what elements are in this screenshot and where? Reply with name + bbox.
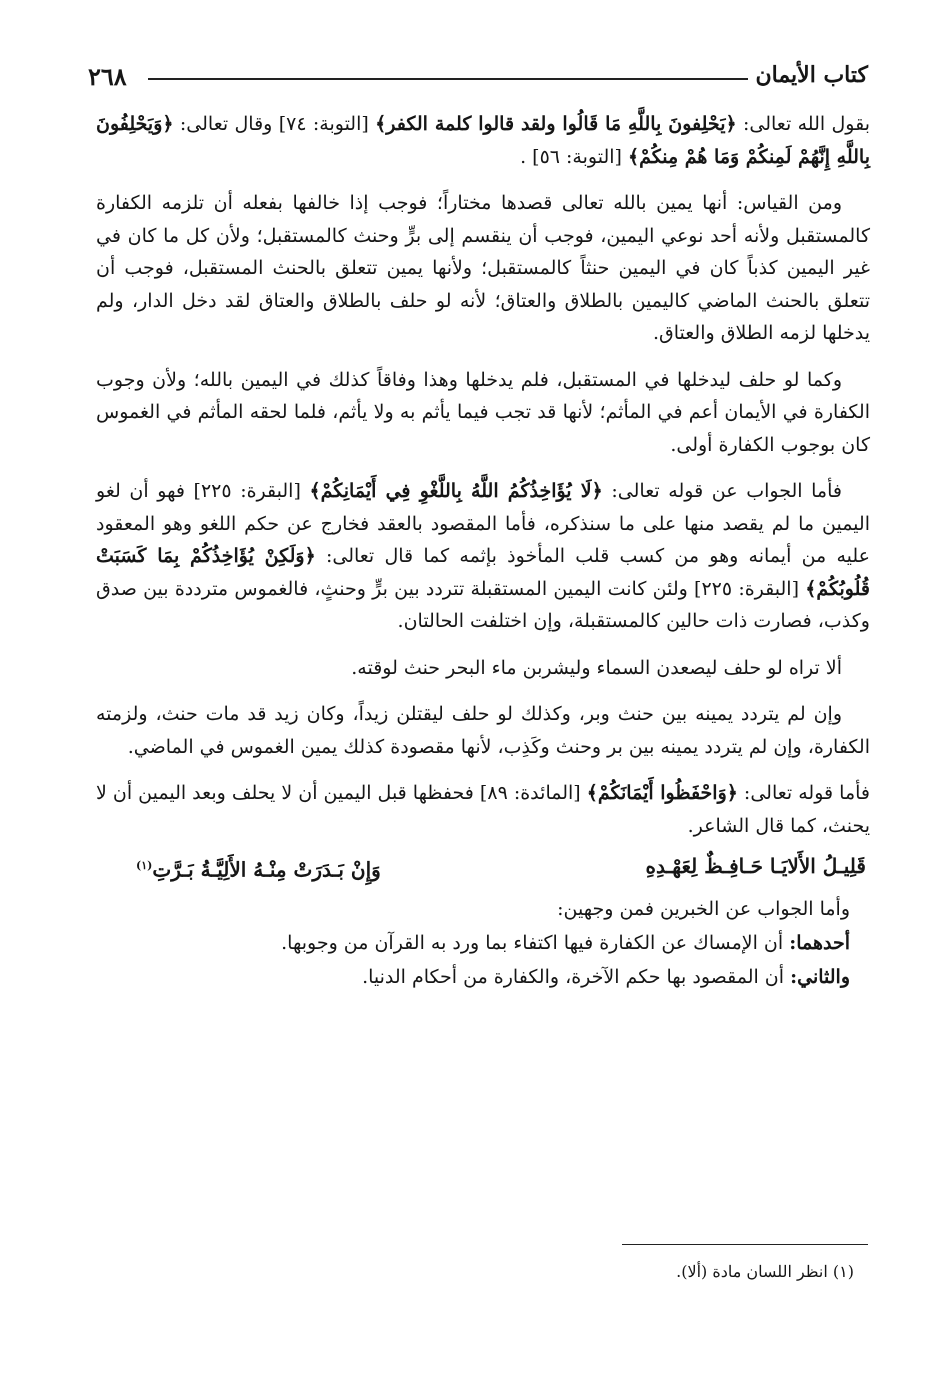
quran-quote: ﴿يَحْلِفونَ بِاللَّهِ مَا قَالُوا ولقد قالوا كلمة الكفر﴾ [375, 113, 737, 135]
book-title: كتاب الأيمان [755, 62, 868, 88]
answer-first-text: أن الإمساك عن الكفارة فيها اكتفاء بما ورد به القرآن من وجوبها. [281, 931, 790, 954]
page-body [96, 108, 870, 994]
answer-second [96, 960, 850, 994]
paragraph-7 [96, 777, 870, 842]
paragraph-1 [96, 108, 870, 173]
answer-second-label: والثاني: [790, 965, 850, 988]
footnote: (١) انظر اللسان مادة (ألا). [676, 1262, 854, 1281]
paragraph-6: وإن لم يتردد يمينه بين حنث وبر، وكذلك لو حلف ليقتلن زيداً، وكان زيد قد مات حنث، ولزمته الكفارة، وإن لم يتردد يمينه بين بر وحنث وكَذِب، لأنها مقصودة كذلك يمين الغموس في الماضي. [96, 703, 870, 758]
text: [المائدة: ٨٩] فحفظها قبل اليمين أن لا يحلف وبعد اليمين أن لا يحنث، كما قال الشاعر. [96, 782, 870, 837]
answer-first [96, 926, 850, 960]
answer-second-text: أن المقصود بها حكم الآخرة، والكفارة من أحكام الدنيا. [362, 965, 791, 988]
poetry-verse [136, 848, 866, 888]
page-number: ٢٦٨ [88, 62, 127, 91]
text: بقول الله تعالى: [736, 113, 871, 135]
quran-quote: ﴿وَلَكِنْ يُؤَاخِذُكُمْ بِمَا كَسَبَتْ قُلُوبُكُمْ﴾ [96, 545, 870, 600]
footnote-marker: (١) [136, 859, 153, 872]
paragraph-4 [96, 475, 870, 638]
footnote-rule [622, 1244, 868, 1245]
verse-first-hemistich: قَلِيـلُ الأَلايَـا حَـافِـظٌ لِعَهْـدِهِ [645, 854, 866, 878]
text: فأما الجواب عن قوله تعالى: [602, 480, 842, 502]
answer-intro: وأما الجواب عن الخبرين فمن وجهين: [557, 897, 850, 920]
quran-quote: ﴿لَا يُؤَاخِذُكُمُ اللَّهُ بِاللَّغْوِ فِي أَيْمَانِكُمْ﴾ [309, 480, 603, 502]
text: [البقرة: ٢٢٥] فهو أن لغو اليمين ما لم يقصد منها على ما سنذكره، فأما المقصود بالعقد فخارج عن حكم اللغو وهو المعقود عليه من أيمانه وهو من كسب قلب المأخوذ بإثمه كما قال تعالى: [96, 480, 870, 567]
text: [التوبة: ٧٤] وقال تعالى: [173, 113, 376, 135]
paragraph-2: ومن القياس: أنها يمين بالله تعالى قصدها مختاراً؛ فوجب إذا خالفها بفعله أن تلزمه الكفارة كالمستقبل ولأنه أحد نوعي اليمين، فوجب أن ينقسم إلى برٍّ وحنث كالمستقبل؛ ولأن كل ما كان في غير اليمين كذباً كان في اليمين حنثاً كالمستقبل؛ ولأنها يمين تتعلق بالحنث المستقبل، فوجب أن تتعلق بالحنث الماضي كاليمين بالطلاق والعتاق؛ لأنه لو حلف بالطلاق والعتاق لقد دخل الدار، ولم يدخلها لزمه الطلاق والعتاق. [96, 192, 870, 344]
paragraph-3: وكما لو حلف ليدخلها في المستقبل، فلم يدخلها وهذا وفاقاً كذلك في اليمين بالله؛ ولأن وجوب الكفارة في الأيمان أعم في المأثم؛ لأنها قد تجب فيما يأثم به ولا يأثم، فلما لحقه المأثم في الغموس كان بوجوب الكفارة أولى. [96, 368, 870, 456]
paragraph-5: ألا تراه لو حلف ليصعدن السماء وليشربن ماء البحر حنث لوقته. [351, 656, 842, 679]
page-header [88, 58, 868, 98]
text: [التوبة: ٥٦] . [520, 145, 628, 168]
header-rule [148, 78, 748, 80]
quran-quote: ﴿وَيَحْلِفُونَ بِاللَّهِ إِنَّهُمْ لَمِنكُمْ وَمَا هُمْ مِنكُمْ﴾ [96, 113, 870, 168]
answer-first-label: أحدهما: [789, 931, 850, 954]
text: [البقرة: ٢٢٥] ولئن كانت اليمين المستقبلة تتردد بين برٍّ وحنثٍ، فالغموس مترددة بين صدق وكذب، فصارت ذات حالين كالمستقبلة، وإن اختلفت الحالتان. [96, 577, 870, 632]
quran-quote: ﴿وَاحْفَظُوا أَيْمَانَكُمْ﴾ [586, 782, 738, 804]
text: فأما قوله تعالى: [737, 782, 870, 804]
verse-second-hemistich [136, 848, 381, 888]
verse-second-hemistich-text: وَإِنْ بَـدَرَتْ مِنْـهُ الأَلِيَّـةُ بَـرَّتِ [152, 857, 381, 882]
